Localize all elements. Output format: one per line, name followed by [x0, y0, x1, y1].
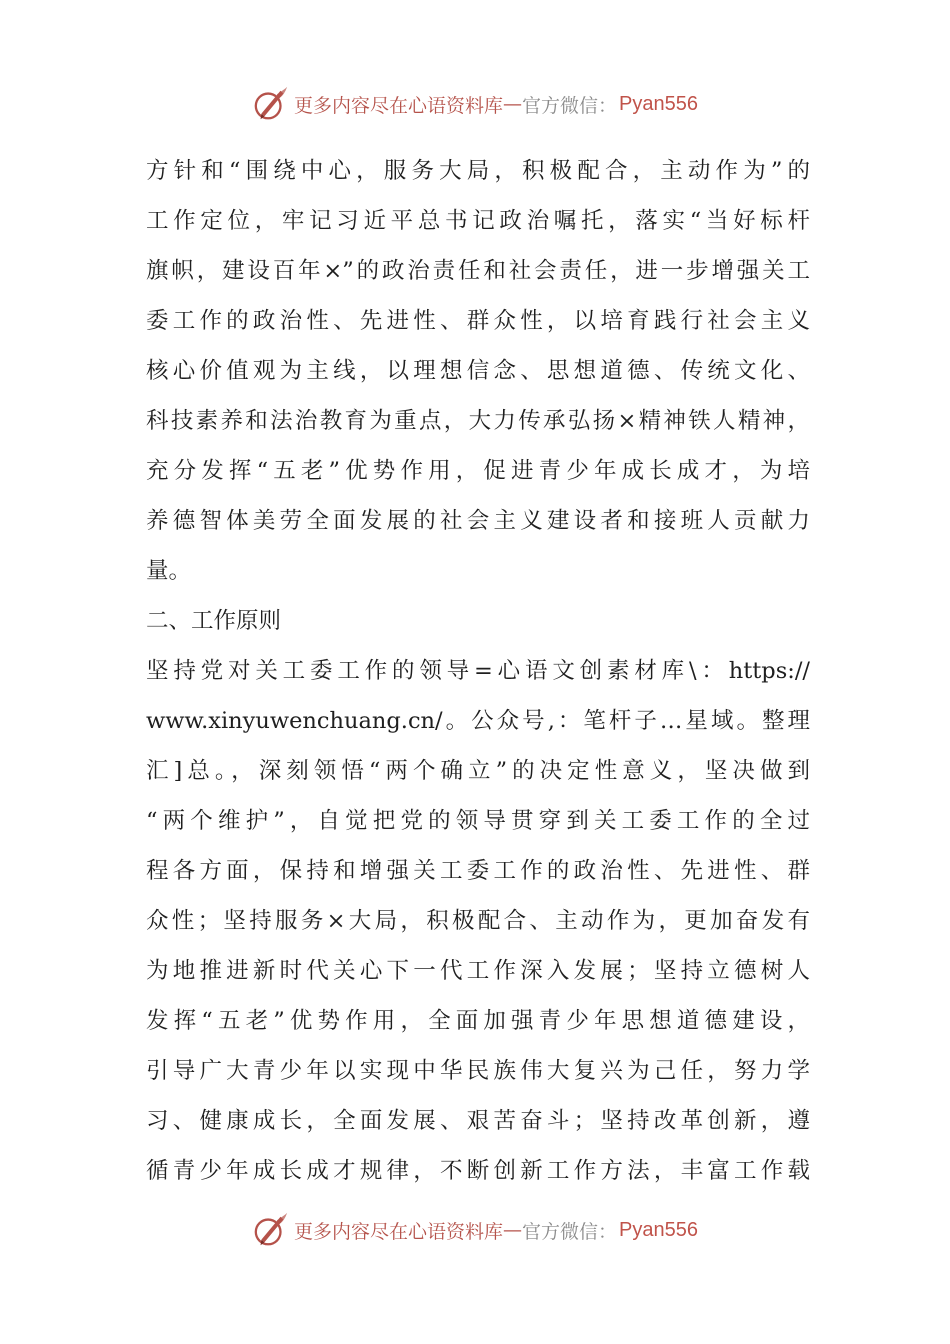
header-banner-dash: —	[503, 93, 523, 115]
quill-pen-logo-icon	[252, 85, 290, 123]
text-line: 科技素养和法治教育为重点，大力传承弘扬×精神铁人精神，	[146, 408, 810, 434]
text-line: www.xinyuwenchuang.cn/。公众号,：笔杆子…星域。整理	[146, 708, 810, 734]
text-line: “两个维护”，自觉把党的领导贯穿到关工委工作的全过	[146, 808, 810, 834]
footer-banner-dash: —	[503, 1219, 523, 1241]
text-line: 委工作的政治性、先进性、群众性，以培育践行社会主义	[146, 308, 810, 334]
text-line: 循青少年成长成才规律，不断创新工作方法，丰富工作载	[146, 1158, 810, 1184]
footer-banner	[0, 1210, 950, 1250]
header-wechat-label: 官方微信：	[522, 94, 618, 117]
text-line: 养德智体美劳全面发展的社会主义建设者和接班人贡献力	[146, 508, 810, 534]
footer-wechat-label: 官方微信：	[522, 1220, 618, 1243]
text-line: 坚持党对关工委工作的领导=心语文创素材库\：https://	[146, 658, 810, 684]
text-line: 量。	[146, 558, 192, 584]
document-body	[146, 146, 810, 1196]
text-line: 汇]总。，深刻领悟“两个确立”的决定性意义，坚决做到	[146, 758, 810, 784]
header-banner	[0, 84, 950, 124]
footer-wechat-id: Pyan556	[619, 1218, 698, 1241]
header-banner-text: 更多内容尽在心语资料库	[294, 94, 504, 117]
text-line: 方针和“围绕中心，服务大局，积极配合，主动作为”的	[146, 158, 810, 184]
text-line: 旗帜，建设百年×”的政治责任和社会责任，进一步增强关工	[146, 258, 810, 284]
header-wechat-id: Pyan556	[619, 92, 698, 115]
text-line: 习、健康成长，全面发展、艰苦奋斗；坚持改革创新，遵	[146, 1108, 810, 1134]
text-line: 众性；坚持服务×大局，积极配合、主动作为，更加奋发有	[146, 908, 810, 934]
text-line: 发挥“五老”优势作用，全面加强青少年思想道德建设，	[146, 1008, 810, 1034]
text-line: 充分发挥“五老”优势作用，促进青少年成长成才，为培	[146, 458, 810, 484]
footer-banner-text: 更多内容尽在心语资料库	[294, 1220, 504, 1243]
text-line: 核心价值观为主线，以理想信念、思想道德、传统文化、	[146, 358, 810, 384]
text-line: 引导广大青少年以实现中华民族伟大复兴为己任，努力学	[146, 1058, 810, 1084]
text-line: 工作定位，牢记习近平总书记政治嘱托，落实“当好标杆	[146, 208, 810, 234]
text-line: 二、工作原则	[146, 608, 282, 634]
text-line: 程各方面，保持和增强关工委工作的政治性、先进性、群	[146, 858, 810, 884]
quill-pen-logo-icon	[252, 1211, 290, 1249]
text-line: 为地推进新时代关心下一代工作深入发展；坚持立德树人	[146, 958, 810, 984]
